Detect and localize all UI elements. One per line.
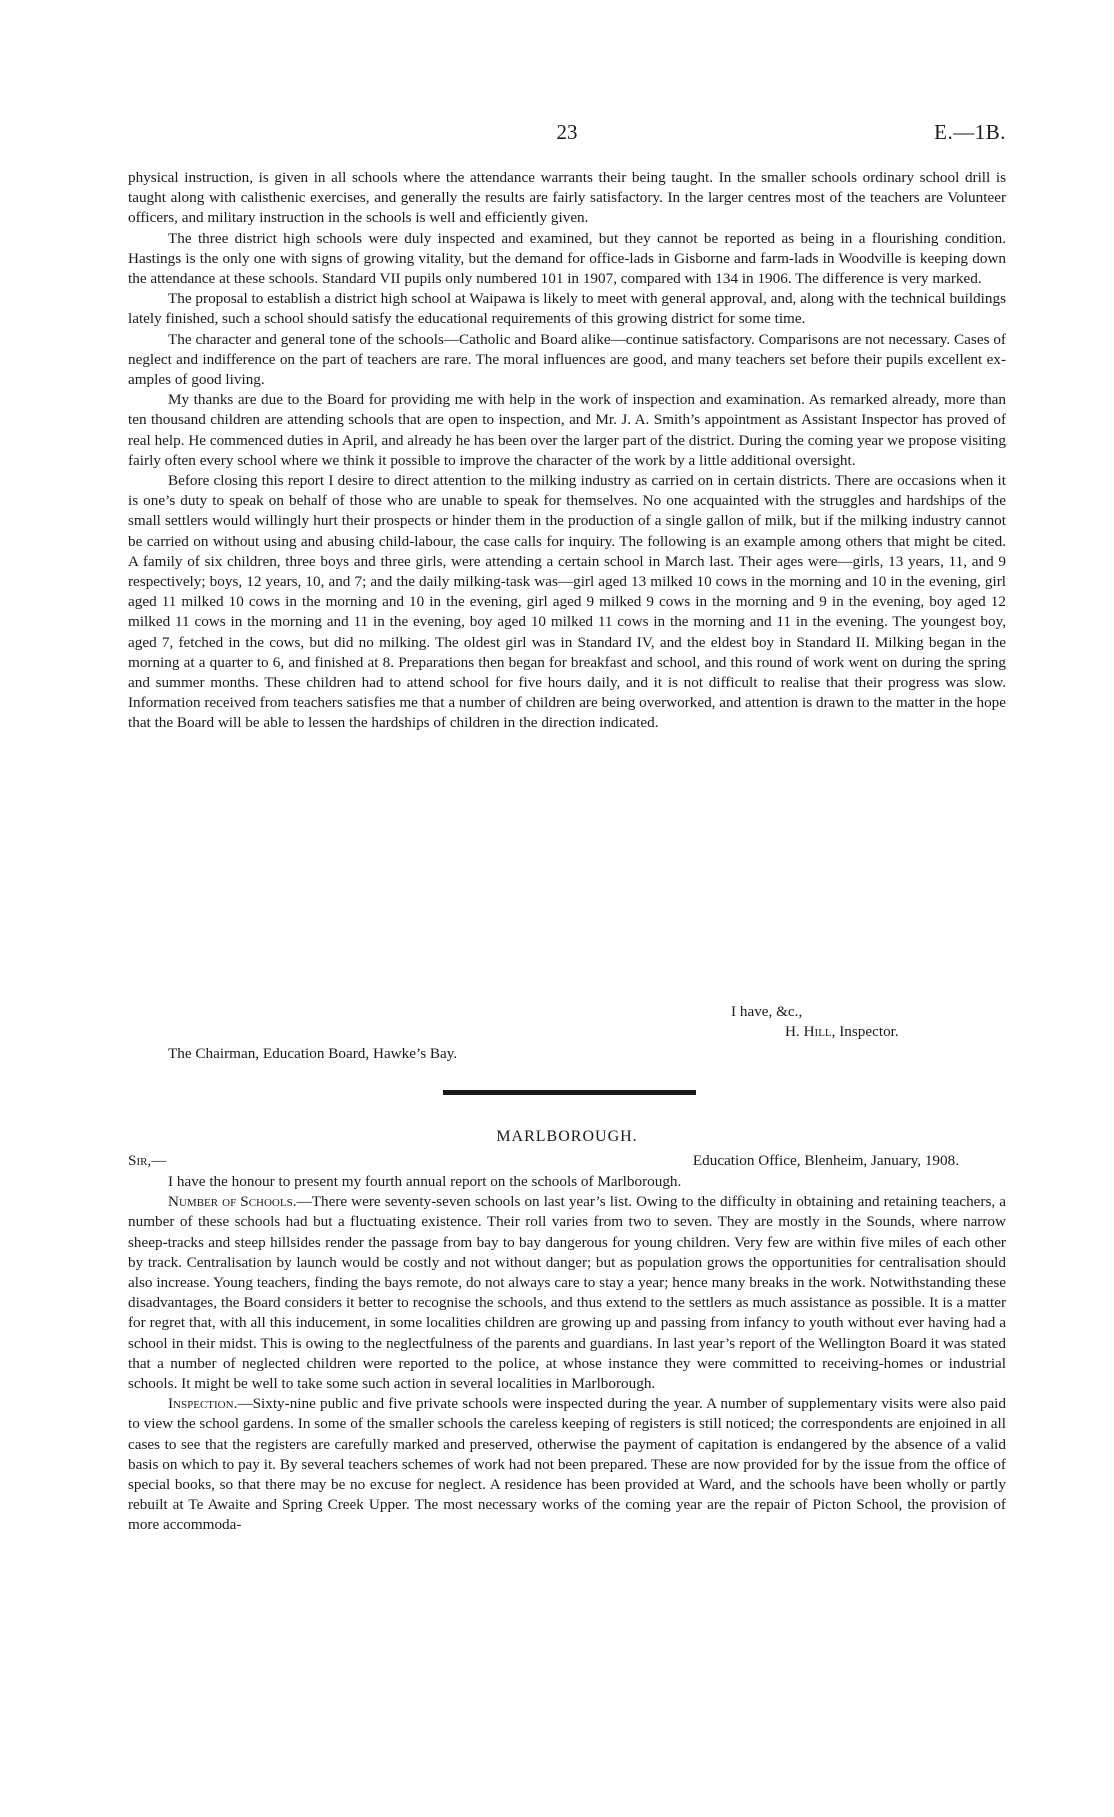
marlborough-report-body: [128, 1172, 1006, 1536]
page-header: [128, 120, 1006, 146]
paragraph-milking-industry: Before closing this report I desire to direct attention to the milking industry as carried on in certain districts. There are occasions when it is one’s duty to speak on behalf of those who are unable to speak for themselves. No one acquainted with the struggles and hardships of the small settlers would willingly hurt their prospects or hinder them in the production of a single gallon of milk, but if the milking industry cannot be carried on without using and abusing child-labour, the case calls for inquiry. The following is an example among others that might be cited. A family of six children, three boys and three girls, were attending a certain school in March last. Their ages were—girls, 13 years, 11, and 9 respectively; boys, 12 years, 10, and 7; and the daily milking-task was—girl aged 13 milked 10 cows in the morning and 10 in the evening, girl aged 11 milked 10 cows in the morning and 10 in the evening, girl aged 9 milked 9 cows in the morning and 9 in the evening, boy aged 12 milked 11 cows in the morning and 11 in the evening, boy aged 10 milked 11 cows in the morning and 11 in the evening. The youngest boy, aged 7, fetched in the cows, but did no milking. The oldest girl was in Standard IV, and the eldest boy in Standard II. Milking began in the morning at a quarter to 6, and finished at 8. Preparations then began for breakfast and school, and this round of work went on during the spring and summer months. These children had to attend school for five hours daily, and it is not difficult to realise that their progress was slow. Information received from teachers satisfies me that a number of children are being overworked, and attention is drawn to the matter in the hope that the Board will be able to lessen the hardships of children in the direction indicated.: [128, 472, 1006, 732]
inspection-text: .—Sixty-nine public and five private schools were inspected during the year. A number of supplementary visits were also paid to view the school gardens. In some of the smaller schools the careless keeping of registers is still noticed; the correspondents are enjoined in all cases to see that the registers are carefully marked and preserved, otherwise the payment of capitation is endangered by the absence of a valid basis on which to pay it. By several teachers schemes of work had not been prepared. These are now provided for by the issue from the office of special books, so that there may be no excuse for neglect. A residence has been provided at Ward, and the schools have been wholly or partly rebuilt at Te Awaite and Spring Creek Upper. The most necessary works of the coming year are the repair of Picton School, the provision of more accommoda-: [128, 1395, 1006, 1534]
paragraph-district-high-schools: The three district high schools were duly inspected and examined, but they cannot be reported as being in a flourishing condition. Hastings is the only one with signs of growing vitality, but the demand for office-lads in Gisborne and farm-lads in Woodville is keeping down the attendance at these schools. Standard VII pupils only numbered 101 in 1907, compared with 134 in 1906. The difference is very marked.: [128, 229, 1006, 288]
paragraph-physical-instruction: physical instruction, is given in all schools where the attendance warrants their being taught. In the smaller schools ordinary school drill is taught along with calisthenic exercises, and generally the results are fairly satisfactory. In the larger centres most of the teachers are Volunteer officers, and military instruction in the schools is well and efficiently given.: [128, 169, 1006, 227]
closing-line: I have, &c.,: [731, 1003, 803, 1020]
signer-initial: H.: [785, 1023, 800, 1040]
paragraph-character-tone: The character and general tone of the schools—Catholic and Board alike—continue satisfactory. Comparisons are not necessary. Cases of neglect and indifference on the part of teachers are rare. The moral influences are good, and many teachers set before their pupils excellent examples of good living.: [128, 330, 1006, 389]
signer-role: , Inspector.: [831, 1023, 899, 1040]
paragraph-inspection: [128, 1394, 1006, 1535]
run-in-heading-schools: Number of Schools: [168, 1193, 293, 1211]
signature: [785, 1023, 899, 1041]
signer-surname: Hill: [803, 1023, 832, 1040]
section-title-marlborough: MARLBOROUGH.: [496, 1128, 638, 1145]
schools-text: .—There were seventy-seven schools on last year’s list. Owing to the difficulty in obtaining and retaining teachers, a number of these schools had but a fluctuating existence. Their roll varies from two to seven. They are mostly in the Sounds, where narrow sheep-tracks and steep hillsides render the passage from bay to bay dangerous for young children. Very few are within five miles of each other by track. Centralisation by launch would be costly and not without danger; but as population grows the opportunities for centralisation should also increase. Young teachers, finding the bays remote, do not always care to stay a year; hence many breaks in the work. Notwithstanding these disadvantages, the Board considers it better to recognise the schools, and thus extend to the settlers as much assistance as possible. It is a matter for regret that, with all this inducement, in some localities children are growing up and passing from infancy to youth without ever having had a school in their midst. This is owing to the neglectfulness of the parents and guardians. In last year’s report of the Wellington Board it was stated that a number of neglected children were reported to the police, at whose instance they were committed to receiving-homes or industrial schools. It might be well to take some such action in several localities in Marlborough.: [128, 1193, 1006, 1393]
paragraph-thanks: My thanks are due to the Board for providing me with help in the work of inspection and examination. As remarked already, more than ten thousand children are attending schools that are open to inspection, and Mr. J. A. Smith’s appointment as Assistant Inspector has proved of real help. He commenced duties in April, and already he has been over the larger part of the district. During the coming year we propose visiting fairly often every school where we think it possible to improve the character of the work by a little additional oversight.: [128, 391, 1006, 469]
salutation: Sir,—: [128, 1152, 167, 1169]
document-reference: E.—1B.: [934, 120, 1006, 144]
run-in-heading-inspection: Inspection: [168, 1395, 234, 1413]
page-number: 23: [556, 120, 578, 144]
paragraph-number-of-schools: [128, 1192, 1006, 1394]
paragraph-intro: I have the honour to present my fourth annual report on the schools of Marlborough.: [168, 1173, 682, 1190]
dateline: Education Office, Blenheim, January, 1908.: [692, 1152, 959, 1169]
paragraph-waipawa-proposal: The proposal to establish a district high school at Waipawa is likely to meet with general approval, and, along with the technical buildings lately finished, such a school should satisfy the educational requirements of this growing district for some time.: [128, 290, 1006, 328]
hawkes-bay-report-body: [128, 168, 1006, 734]
section-divider: [443, 1090, 696, 1095]
addressee: The Chairman, Education Board, Hawke’s Bay.: [168, 1045, 458, 1062]
